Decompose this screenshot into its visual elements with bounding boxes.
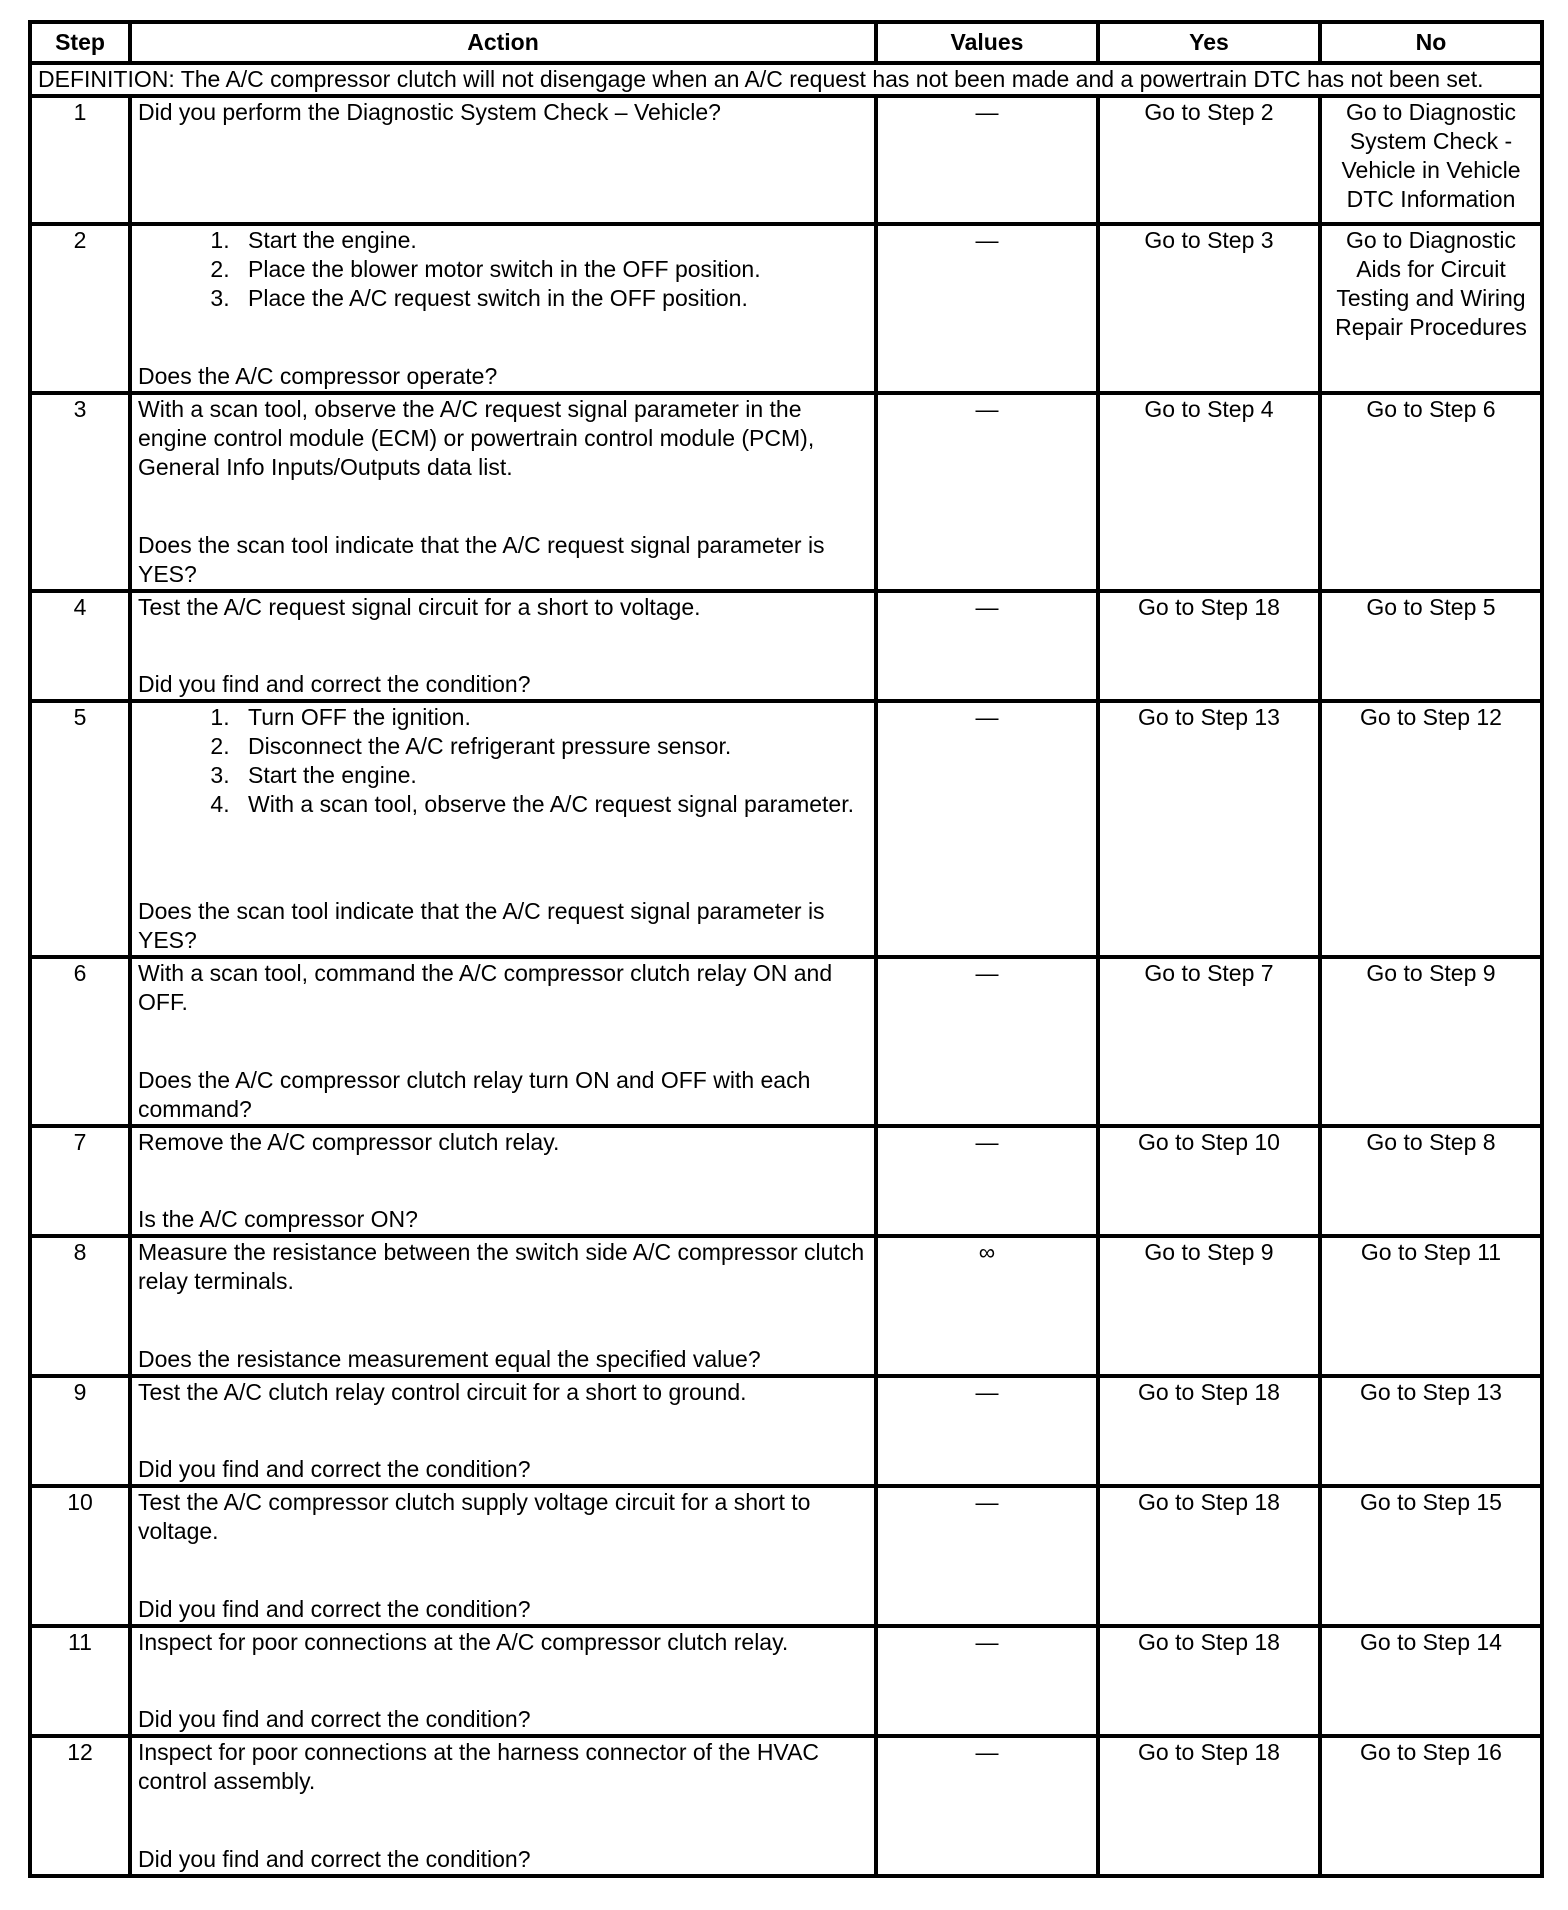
no-cell: Go to Step 12 [1320,701,1542,957]
table-row [30,1626,1542,1736]
action-text: Test the A/C clutch relay control circuit for a short to ground. [138,1379,747,1405]
no-cell: Go to Step 5 [1320,591,1542,701]
no-cell: Go to Diagnostic System Check - Vehicle in Vehicle DTC Information [1320,96,1542,224]
action-cell [130,591,876,701]
table-row [30,957,1542,1126]
table-row [30,224,1542,393]
action-steps-list [138,226,868,313]
header-values: Values [876,22,1098,63]
action-content [138,226,868,391]
action-cell [130,1486,876,1626]
action-cell [130,1626,876,1736]
no-cell: Go to Step 6 [1320,393,1542,591]
yes-cell: Go to Step 7 [1098,957,1320,1126]
action-question: Did you find and correct the condition? [138,1456,531,1482]
action-text: Remove the A/C compressor clutch relay. [138,1129,560,1155]
yes-cell: Go to Step 18 [1098,591,1320,701]
action-question: Did you find and correct the condition? [138,1846,531,1872]
action-instructions [138,959,868,1017]
table-row [30,96,1542,224]
action-content [138,593,868,699]
action-instructions [138,1628,868,1657]
table-row [30,591,1542,701]
step-number: 6 [30,957,130,1126]
values-cell: — [876,1626,1098,1736]
action-instructions [138,395,868,482]
step-number: 8 [30,1236,130,1376]
action-text: Test the A/C compressor clutch supply voltage circuit for a short to voltage. [138,1489,811,1544]
step-number: 10 [30,1486,130,1626]
table-row [30,1376,1542,1486]
no-cell: Go to Step 16 [1320,1736,1542,1876]
action-text: Measure the resistance between the switch side A/C compressor clutch relay terminals. [138,1239,865,1294]
action-step-item: 1. Turn OFF the ignition. [236,703,868,732]
action-instructions [138,1738,868,1796]
header-action: Action [130,22,876,63]
table-row [30,1736,1542,1876]
action-question: Did you find and correct the condition? [138,1596,531,1622]
step-number: 9 [30,1376,130,1486]
yes-cell: Go to Step 10 [1098,1126,1320,1236]
action-content [138,1378,868,1484]
step-number: 3 [30,393,130,591]
values-cell: — [876,224,1098,393]
action-step-item: 2. Place the blower motor switch in the OFF position. [236,255,868,284]
header-yes: Yes [1098,22,1320,63]
step-number: 5 [30,701,130,957]
action-step-item: 2. Disconnect the A/C refrigerant pressure sensor. [236,732,868,761]
step-number: 7 [30,1126,130,1236]
no-cell: Go to Step 15 [1320,1486,1542,1626]
action-content [138,1738,868,1874]
action-cell [130,1126,876,1236]
step-number: 12 [30,1736,130,1876]
table-row [30,1126,1542,1236]
no-cell: Go to Diagnostic Aids for Circuit Testing and Wiring Repair Procedures [1320,224,1542,393]
action-cell [130,224,876,393]
values-cell: — [876,957,1098,1126]
action-text: Did you perform the Diagnostic System Check – Vehicle? [138,99,721,125]
action-instructions [138,1378,868,1407]
table-row [30,393,1542,591]
action-step-item: 3. Place the A/C request switch in the OFF position. [236,284,868,313]
values-cell: — [876,1486,1098,1626]
action-question: Did you find and correct the condition? [138,1706,531,1732]
action-question: Did you find and correct the condition? [138,671,531,697]
no-cell: Go to Step 13 [1320,1376,1542,1486]
action-question: Does the A/C compressor operate? [138,363,498,389]
yes-cell: Go to Step 2 [1098,96,1320,224]
action-content [138,1488,868,1624]
values-cell: — [876,701,1098,957]
header-no: No [1320,22,1542,63]
header-step: Step [30,22,130,63]
action-steps-list [138,703,868,819]
definition-row [30,63,1542,96]
yes-cell: Go to Step 9 [1098,1236,1320,1376]
diagnostic-table [28,20,1544,1878]
step-number: 11 [30,1626,130,1736]
header-row [30,22,1542,63]
table-row [30,1486,1542,1626]
values-cell: — [876,1126,1098,1236]
yes-cell: Go to Step 3 [1098,224,1320,393]
action-question: Is the A/C compressor ON? [138,1206,418,1232]
action-content [138,703,868,955]
table-row [30,1236,1542,1376]
action-content [138,395,868,589]
action-cell [130,1376,876,1486]
action-instructions [138,703,868,819]
yes-cell: Go to Step 18 [1098,1376,1320,1486]
values-cell: — [876,1376,1098,1486]
definition-text: DEFINITION: The A/C compressor clutch will not disengage when an A/C request has not been made and a powertrain DTC has not been set. [30,63,1542,96]
step-number: 1 [30,96,130,224]
action-instructions [138,98,868,127]
action-instructions [138,593,868,622]
action-cell [130,96,876,224]
table-row [30,701,1542,957]
action-instructions [138,226,868,313]
action-instructions [138,1238,868,1296]
no-cell: Go to Step 9 [1320,957,1542,1126]
step-number: 4 [30,591,130,701]
action-cell [130,393,876,591]
action-question: Does the resistance measurement equal the specified value? [138,1346,761,1372]
values-cell: — [876,1736,1098,1876]
yes-cell: Go to Step 13 [1098,701,1320,957]
action-cell [130,1736,876,1876]
action-cell [130,957,876,1126]
no-cell: Go to Step 8 [1320,1126,1542,1236]
action-text: Inspect for poor connections at the A/C compressor clutch relay. [138,1629,789,1655]
action-text: Test the A/C request signal circuit for a short to voltage. [138,594,701,620]
yes-cell: Go to Step 18 [1098,1736,1320,1876]
action-content [138,98,868,222]
yes-cell: Go to Step 18 [1098,1626,1320,1736]
action-question: Does the scan tool indicate that the A/C request signal parameter is YES? [138,532,825,587]
yes-cell: Go to Step 4 [1098,393,1320,591]
values-cell: ∞ [876,1236,1098,1376]
action-instructions [138,1488,868,1546]
no-cell: Go to Step 14 [1320,1626,1542,1736]
action-content [138,959,868,1124]
action-content [138,1628,868,1734]
action-cell [130,1236,876,1376]
action-instructions [138,1128,868,1157]
action-content [138,1238,868,1374]
yes-cell: Go to Step 18 [1098,1486,1320,1626]
action-question: Does the A/C compressor clutch relay turn ON and OFF with each command? [138,1067,811,1122]
step-number: 2 [30,224,130,393]
action-question: Does the scan tool indicate that the A/C request signal parameter is YES? [138,898,825,953]
values-cell: — [876,393,1098,591]
action-text: Inspect for poor connections at the harness connector of the HVAC control assembly. [138,1739,820,1794]
action-step-item: 1. Start the engine. [236,226,868,255]
action-step-item: 4. With a scan tool, observe the A/C request signal parameter. [236,790,868,819]
no-cell: Go to Step 11 [1320,1236,1542,1376]
action-content [138,1128,868,1234]
action-cell [130,701,876,957]
action-text: With a scan tool, command the A/C compressor clutch relay ON and OFF. [138,960,833,1015]
values-cell: — [876,591,1098,701]
action-step-item: 3. Start the engine. [236,761,868,790]
values-cell: — [876,96,1098,224]
action-text: With a scan tool, observe the A/C request signal parameter in the engine control module (ECM) or powertrain control module (PCM), General Info Inputs/Outputs data list. [138,396,815,480]
